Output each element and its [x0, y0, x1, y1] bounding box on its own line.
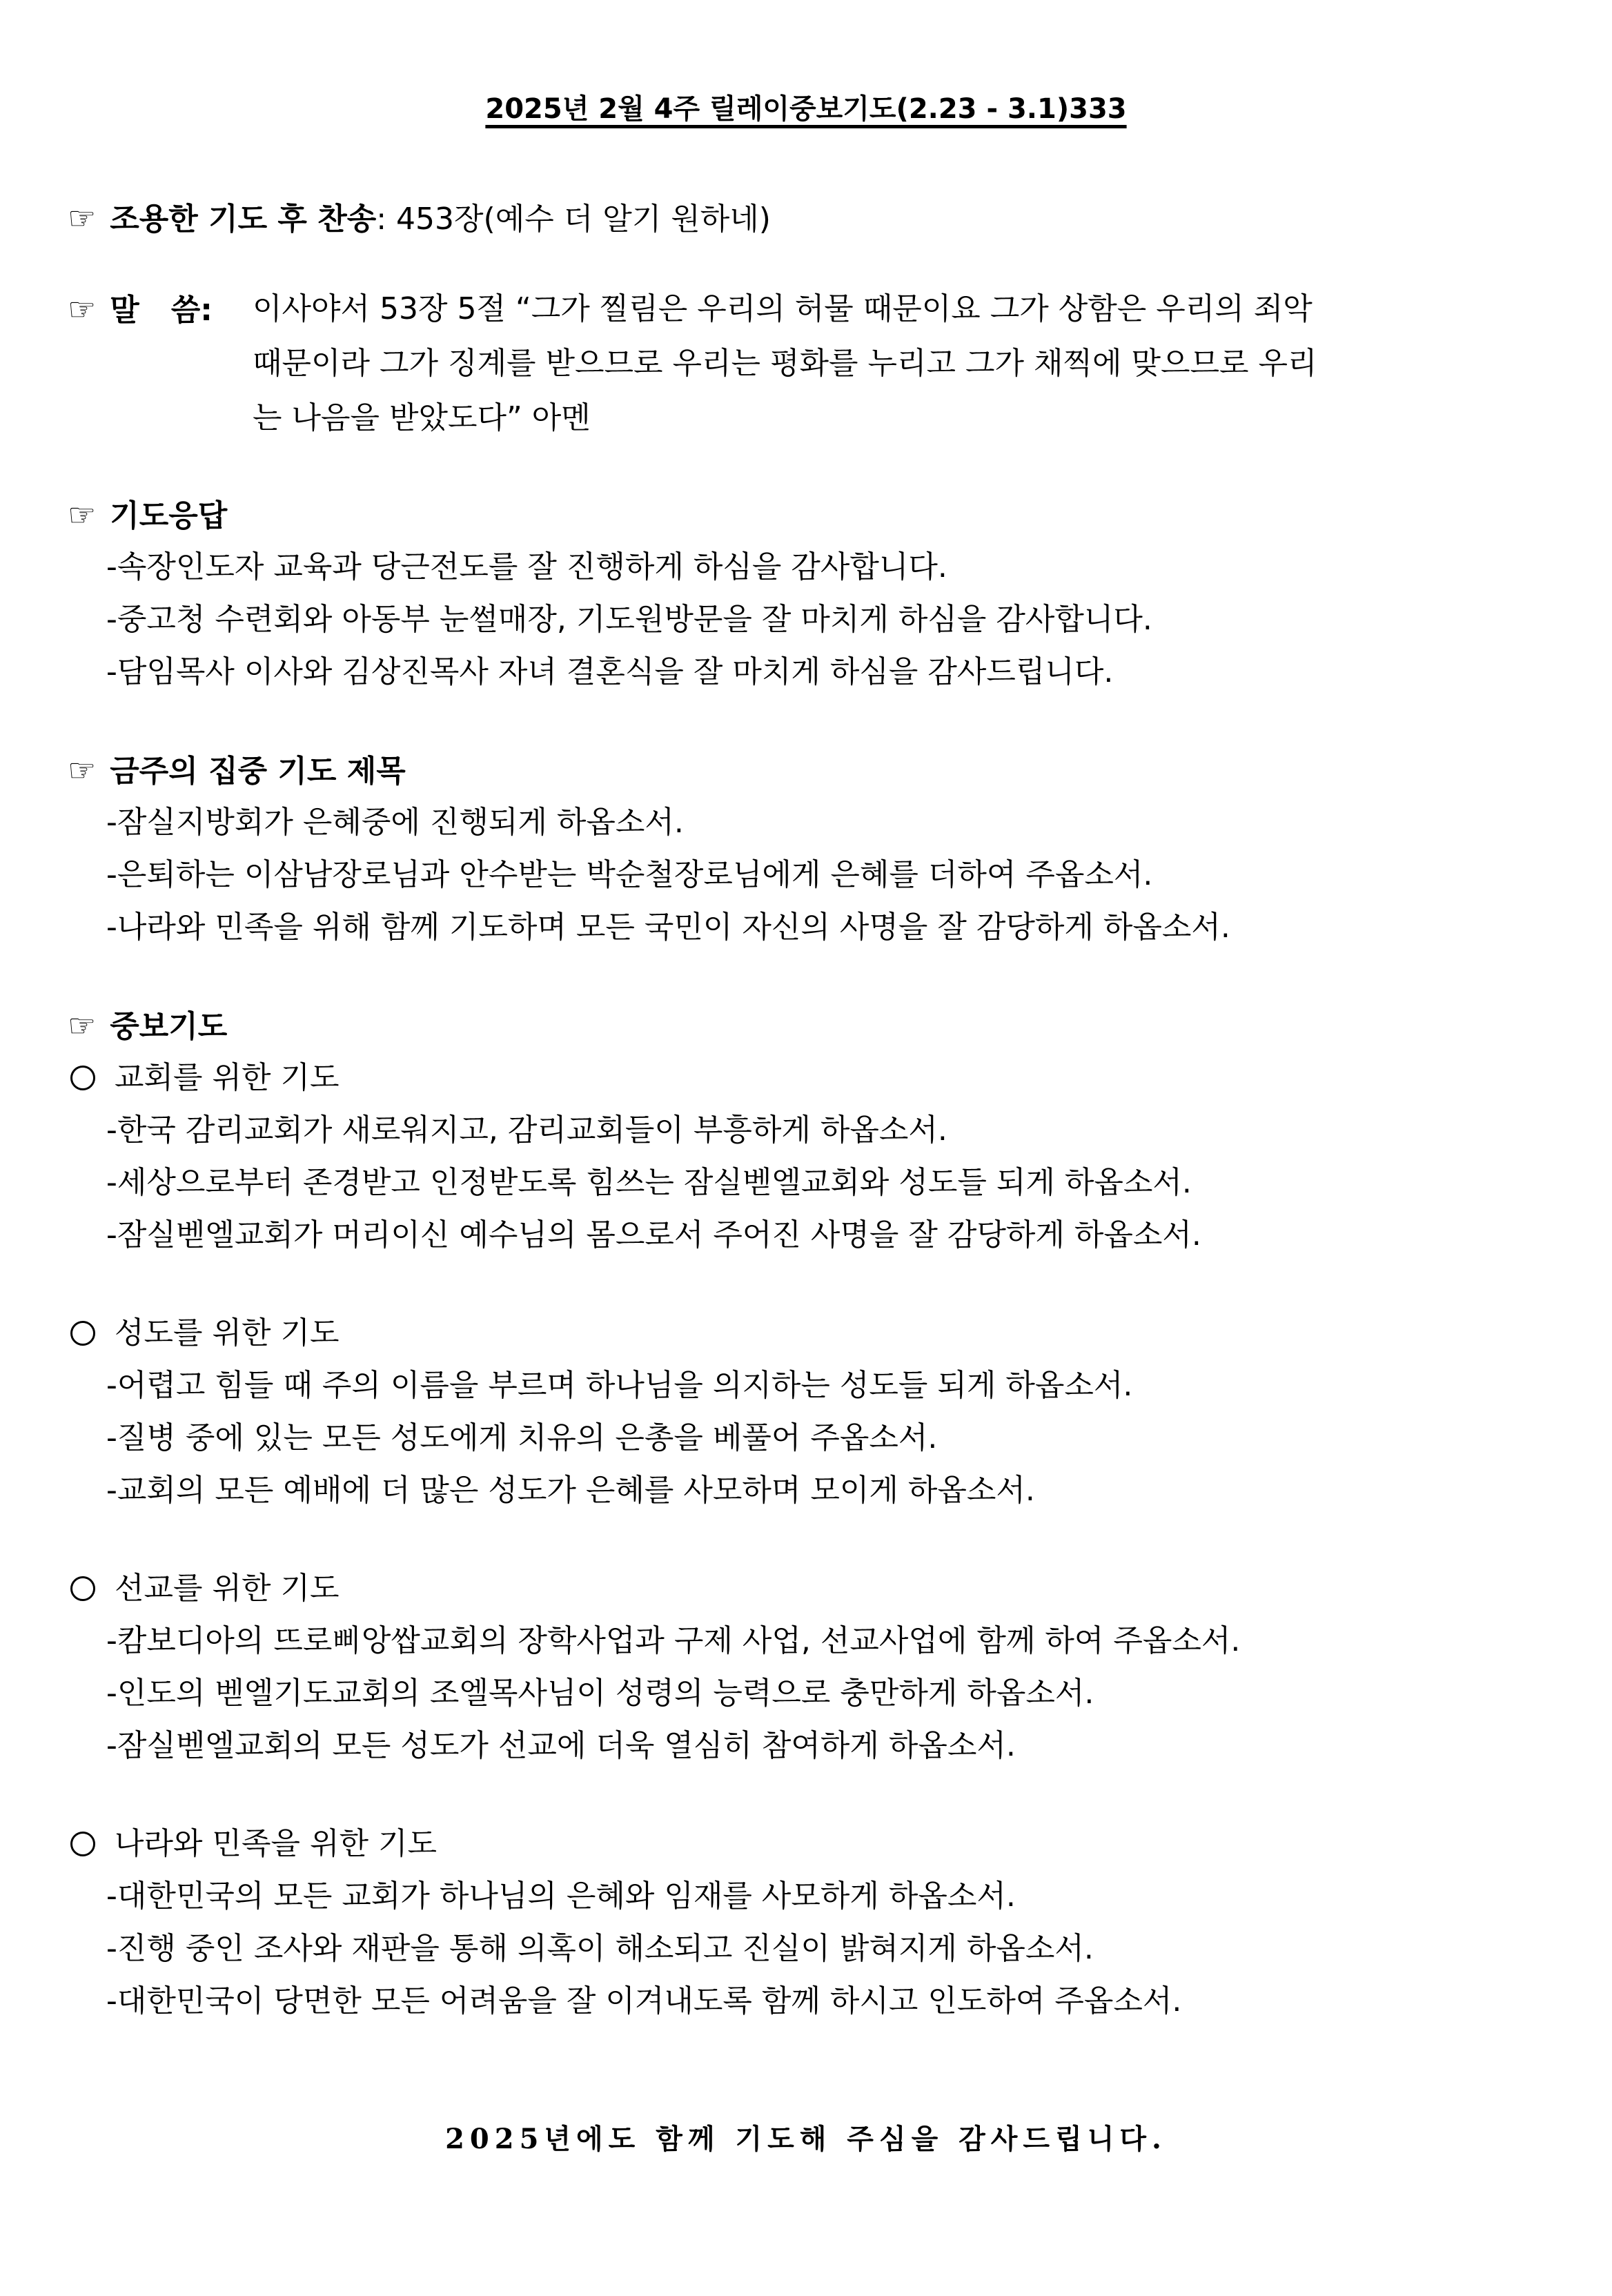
word-label: 말 씀:	[110, 293, 213, 328]
focus-heading	[68, 751, 406, 791]
group-heading-nation	[70, 1825, 437, 1863]
list-item: -중고청 수련회와 아동부 눈썰매장, 기도원방문을 잘 마치게 하심을 감사합니다.	[106, 602, 1152, 637]
page-title: 2025년 2월 4주 릴레이중보기도(2.23 - 3.1)333	[485, 93, 1127, 125]
list-item: -잠실벧엘교회의 모든 성도가 선교에 더욱 열심히 참여하게 하옵소서.	[106, 1728, 1016, 1763]
focus-label: 금주의 집중 기도 제목	[110, 754, 406, 789]
word-line: 이사야서 53장 5절 “그가 찔림은 우리의 허물 때문이요 그가 상함은 우리의 죄악	[253, 291, 1313, 326]
hymn-line	[68, 199, 771, 239]
list-item: -나라와 민족을 위해 함께 기도하며 모든 국민이 자신의 사명을 잘 감당하게 하옵소서.	[106, 910, 1230, 945]
list-item: -은퇴하는 이삼남장로님과 안수받는 박순철장로님에게 은혜를 더하여 주옵소서.	[106, 857, 1153, 892]
list-item: -대한민국이 당면한 모든 어려움을 잘 이겨내도록 함께 하시고 인도하여 주옵소서.	[106, 1983, 1182, 2019]
list-item: -캄보디아의 뜨로삐앙쌉교회의 장학사업과 구제 사업, 선교사업에 함께 하여 주옵소서.	[106, 1623, 1241, 1658]
list-item: -세상으로부터 존경받고 인정받도록 힘쓰는 잠실벧엘교회와 성도들 되게 하옵소서.	[106, 1165, 1192, 1200]
list-item: -대한민국의 모든 교회가 하나님의 은혜와 임재를 사모하게 하옵소서.	[106, 1878, 1016, 1914]
answers-label: 기도응답	[110, 498, 228, 533]
circle-bullet-icon	[70, 1832, 95, 1856]
word-line: 는 나음을 받았도다” 아멘	[253, 400, 591, 435]
answers-heading	[68, 495, 227, 536]
list-item: -교회의 모든 예배에 더 많은 성도가 은혜를 사모하며 모이게 하옵소서.	[106, 1473, 1035, 1508]
circle-bullet-icon	[70, 1066, 95, 1090]
list-item: -진행 중인 조사와 재판을 통해 의혹이 해소되고 진실이 밝혀지게 하옵소서.	[106, 1931, 1094, 1966]
pointing-hand-icon: ☞	[68, 199, 97, 237]
pointing-hand-icon: ☞	[68, 291, 97, 328]
hymn-text: : 453장(예수 더 알기 원하네)	[376, 202, 771, 237]
list-item: -인도의 벧엘기도교회의 조엘목사님이 성령의 능력으로 충만하게 하옵소서.	[106, 1676, 1094, 1711]
word-line: 때문이라 그가 징계를 받으므로 우리는 평화를 누리고 그가 채찍에 맞으므로 우리	[253, 346, 1317, 381]
group-title: 선교를 위한 기도	[115, 1571, 340, 1606]
intercession-label: 중보기도	[110, 1009, 228, 1044]
list-item: -속장인도자 교육과 당근전도를 잘 진행하게 하심을 감사합니다.	[106, 549, 947, 585]
list-item: -한국 감리교회가 새로워지고, 감리교회들이 부흥하게 하옵소서.	[106, 1112, 947, 1148]
pointing-hand-icon: ☞	[68, 752, 97, 789]
word-heading	[68, 290, 213, 330]
pointing-hand-icon: ☞	[68, 1007, 97, 1044]
group-title: 성도를 위한 기도	[115, 1315, 340, 1351]
circle-bullet-icon	[70, 1576, 95, 1601]
list-item: -담임목사 이사와 김상진목사 자녀 결혼식을 잘 마치게 하심을 감사드립니다.	[106, 654, 1114, 689]
intercession-heading	[68, 1006, 227, 1046]
list-item: -질병 중에 있는 모든 성도에게 치유의 은총을 베풀어 주옵소서.	[106, 1420, 938, 1455]
hymn-label: 조용한 기도 후 찬송	[110, 202, 377, 237]
group-heading-saints	[70, 1314, 340, 1353]
group-title: 나라와 민족을 위한 기도	[115, 1826, 437, 1861]
closing-message: 2025년에도 함께 기도해 주심을 감사드립니다.	[445, 2123, 1167, 2155]
list-item: -어렵고 힘들 때 주의 이름을 부르며 하나님을 의지하는 성도들 되게 하옵소서.	[106, 1368, 1133, 1403]
pointing-hand-icon: ☞	[68, 496, 97, 533]
list-item: -잠실벧엘교회가 머리이신 예수님의 몸으로서 주어진 사명을 잘 감당하게 하옵소서.	[106, 1217, 1201, 1253]
circle-bullet-icon	[70, 1321, 95, 1346]
group-heading-mission	[70, 1569, 340, 1608]
list-item: -잠실지방회가 은혜중에 진행되게 하옵소서.	[106, 805, 684, 840]
group-heading-church	[70, 1059, 340, 1097]
group-title: 교회를 위한 기도	[115, 1060, 340, 1095]
